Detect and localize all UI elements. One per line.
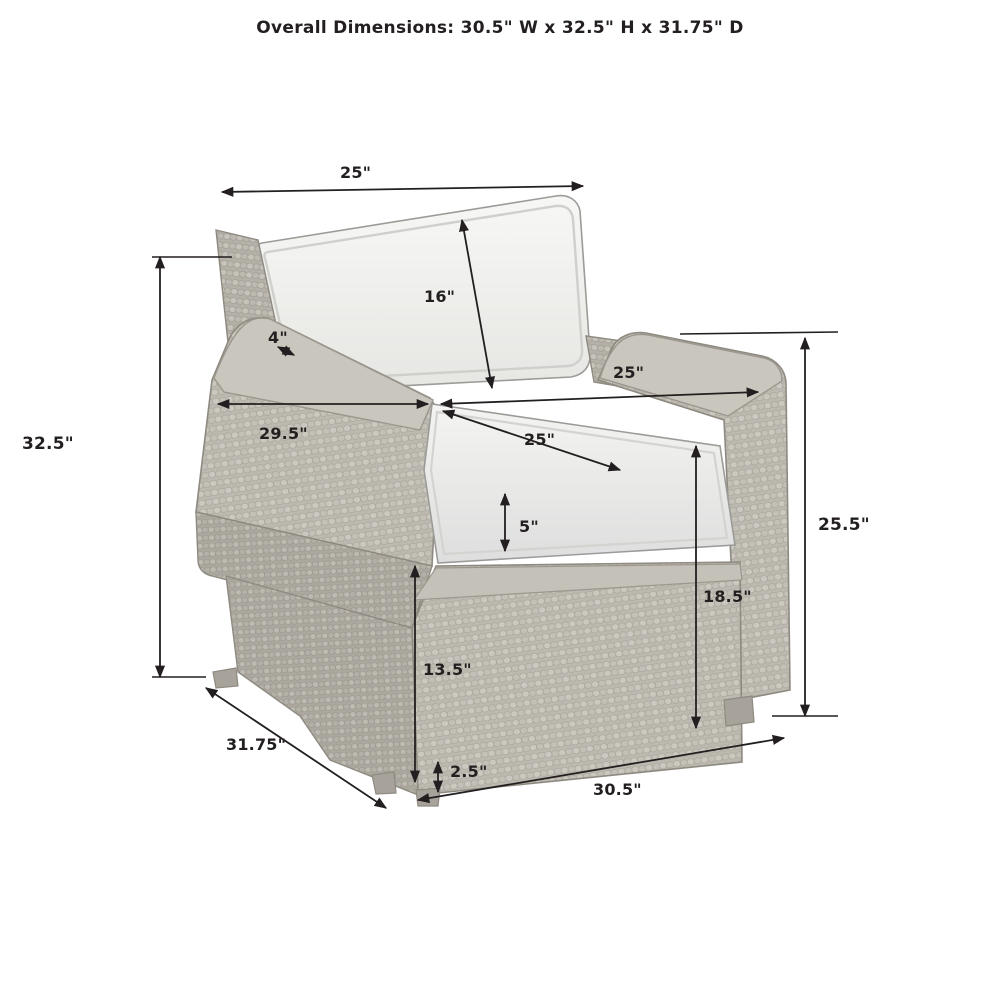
dim-leg-height: 2.5"	[450, 762, 488, 781]
dim-back-cushion-width: 25"	[340, 163, 372, 182]
dim-seat-height: 13.5"	[423, 660, 472, 679]
dim-arm-depth: 29.5"	[259, 424, 308, 443]
page-title: Overall Dimensions: 30.5" W x 32.5" H x 31.75" D	[256, 18, 744, 38]
dim-seat-back-height: 18.5"	[703, 587, 752, 606]
dim-back-gap: 4"	[268, 328, 288, 347]
dim-arm-height: 25.5"	[818, 515, 870, 535]
dim-back-cushion-height: 16"	[424, 287, 456, 306]
seat-cushion	[424, 404, 735, 563]
dim-overall-width: 30.5"	[593, 780, 642, 799]
dim-overall-depth: 31.75"	[226, 735, 287, 754]
dim-overall-height: 32.5"	[22, 434, 74, 454]
dim-seat-cushion-thickness: 5"	[519, 517, 539, 536]
dim-seat-depth-top: 25"	[613, 363, 645, 382]
chair-illustration	[196, 196, 790, 806]
dim-seat-cushion-depth: 25"	[524, 430, 556, 449]
